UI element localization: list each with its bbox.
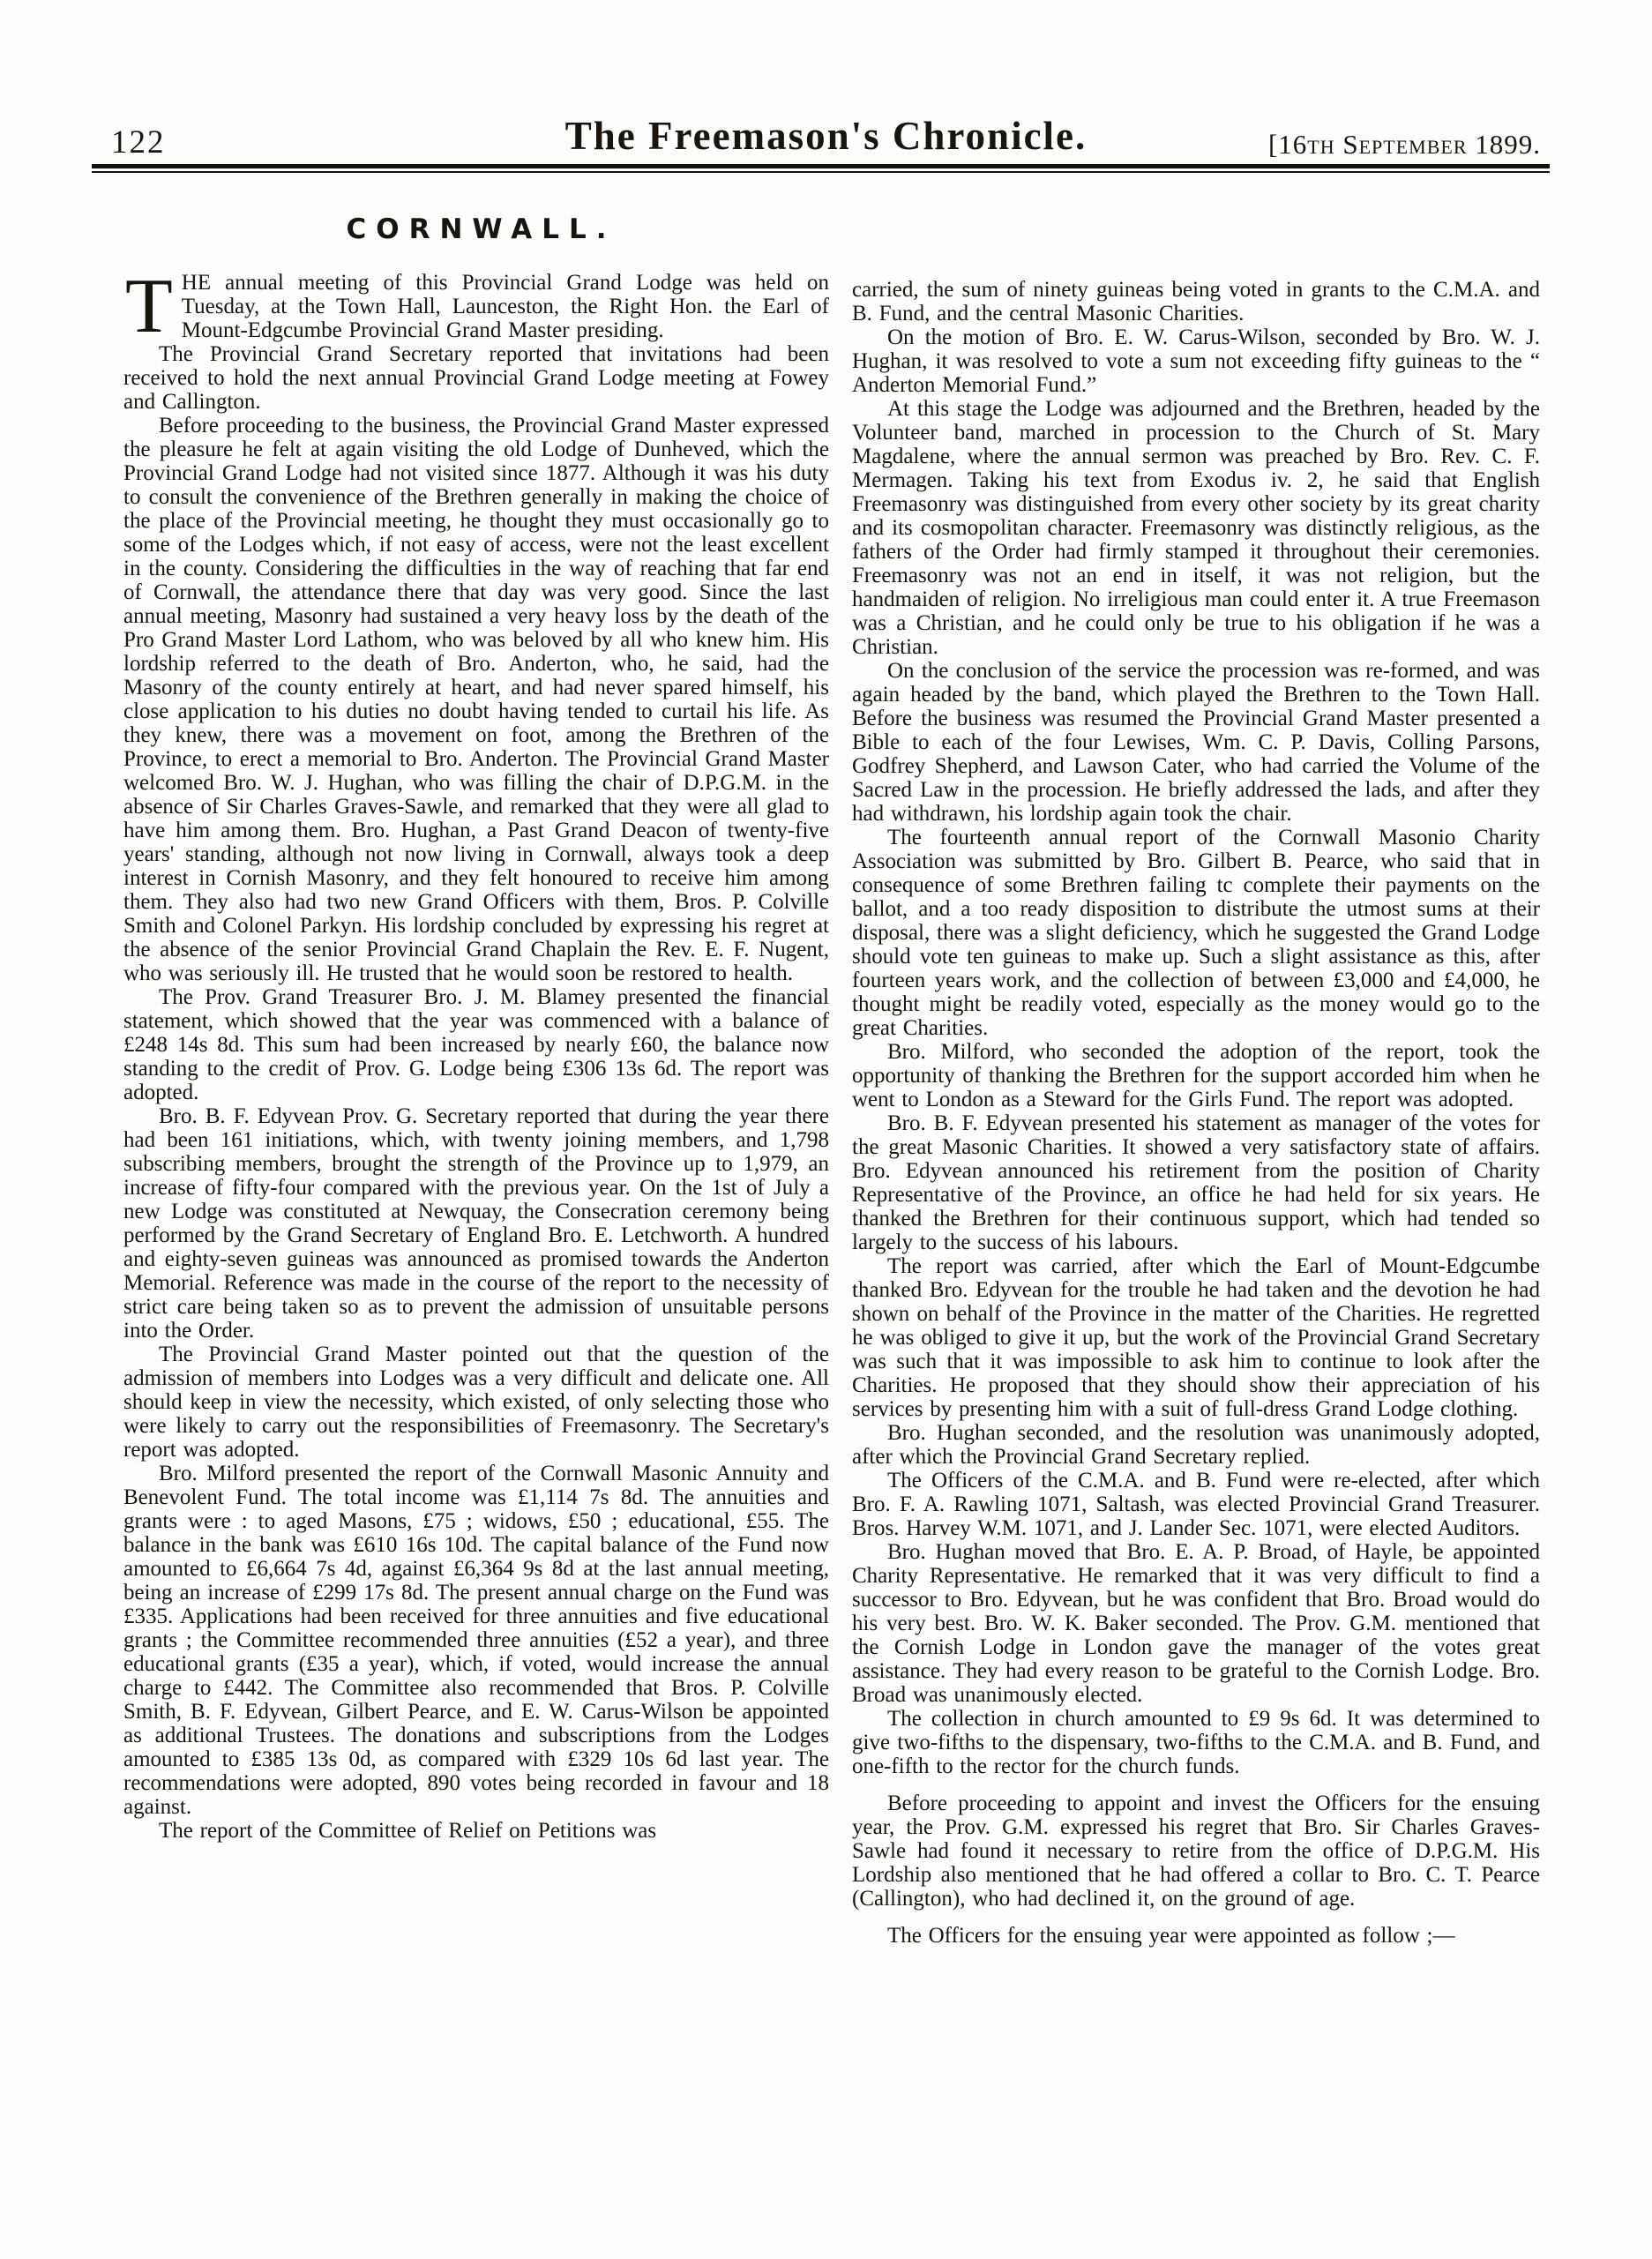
paragraph: The Officers of the C.M.A. and B. Fund were re-elected, after which Bro. F. A. Rawling 1071, Saltash, was elected Provincial Grand Treasurer. Bros. Harvey W.M. 1071, and J. Lander Sec. 1071, were elected Auditors.: [852, 1469, 1540, 1540]
paragraph: The collection in church amounted to £9 9s 6d. It was determined to give two-fifths to the dispensary, two-fifths to the C.M.A. and B. Fund, and one-fifth to the rector for the church funds.: [852, 1707, 1540, 1778]
drop-cap: T: [125, 264, 173, 349]
paragraph: On the motion of Bro. E. W. Carus-Wilson, seconded by Bro. W. J. Hughan, it was resolved to vote a sum not exceeding fifty guineas to the “ Anderton Memorial Fund.”: [852, 325, 1540, 397]
paragraph: The Provincial Grand Master pointed out that the question of the admission of members into Lodges was a very difficult and delicate one. All should keep in view the necessity, which existed, of only selecting those who were likely to carry out the responsibilities of Freemasonry. The Secretary's report was adopted.: [123, 1343, 829, 1462]
paragraph: On the conclusion of the service the procession was re-formed, and was again headed by the band, which played the Brethren to the Town Hall. Before the business was resumed the Provincial Grand Master presented a Bible to each of the four Lewises, Wm. C. P. Davis, Colling Parsons, Godfrey Shepherd, and Lawson Cater, who had carried the Volume of the Sacred Law in the procession. He briefly addressed the lads, and after they had withdrawn, his lordship again took the chair.: [852, 659, 1540, 826]
paragraph: Bro. Hughan seconded, and the resolution was unanimously adopted, after which the Provincial Grand Secretary replied.: [852, 1421, 1540, 1469]
article-heading: CORNWALL.: [346, 213, 617, 245]
left-column-text: [123, 264, 829, 1843]
paragraph: Before proceeding to appoint and invest the Officers for the ensuing year, the Prov. G.M. expressed his regret that Bro. Sir Charles Graves-Sawle had found it necessary to retire from the office of D.P.G.M. His Lordship also mentioned that he had offered a collar to Bro. C. T. Pearce (Callington), who had declined it, on the ground of age.: [852, 1791, 1540, 1911]
article-body: [123, 189, 1540, 1948]
paragraph: The report of the Committee of Relief on Petitions was: [159, 1819, 657, 1843]
page-number: 122: [111, 124, 166, 161]
header-rule: [92, 164, 1550, 173]
paragraph: The report was carried, after which the Earl of Mount-Edgcumbe thanked Bro. Edyvean for the trouble he had taken and the devotion he had shown on behalf of the Province in the matter of the Charities. He regretted he was obliged to give it up, but the work of the Provincial Grand Secretary was such that it was impossible to ask him to continue to look after the Charities. He proposed that they should show their appreciation of his services by presenting him with a suit of full-dress Grand Lodge clothing.: [852, 1254, 1540, 1421]
paragraph: THE annual meeting of this Provincial Grand Lodge was held on Tuesday, at the Town Hall, Launceston, the Right Hon. the Earl of Mount-Edgcumbe Provincial Grand Master presiding.: [125, 264, 829, 349]
paragraph: Bro. B. F. Edyvean Prov. G. Secretary reported that during the year there had been 161 initiations, which, with twenty joining members, and 1,798 subscribing members, brought the strength of the Province up to 1,979, an increase of fifty-four compared with the previous year. On the 1st of July a new Lodge was constituted at Newquay, the Consecration ceremony being performed by the Grand Secretary of England Bro. E. Letchworth. A hundred and eighty-seven guineas was announced as promised towards the Anderton Memorial. Reference was made in the course of the report to the necessity of strict care being taken so as to prevent the admission of unsuitable persons into the Order.: [123, 1104, 829, 1343]
paragraph: The fourteenth annual report of the Cornwall Masonio Charity Association was submitted by Bro. Gilbert B. Pearce, who said that in consequence of some Brethren failing tc complete their payments on the ballot, and a too ready disposition to distribute the utmost sums at their disposal, there was a slight deficiency, which he suggested the Grand Lodge should vote ten guineas to make up. Such a slight assistance as this, after fourteen years work, and the collection of between £3,000 and £4,000, he thought might be readily voted, especially as the money would go to the great Charities.: [852, 826, 1540, 1040]
paragraph: The Provincial Grand Secretary reported that invitations had been received to hold the next annual Provincial Grand Lodge meeting at Fowey and Callington.: [123, 342, 829, 414]
paragraph: Bro. Milford, who seconded the adoption of the report, took the opportunity of thanking the Brethren for the support accorded him when he went to London as a Steward for the Girls Fund. The report was adopted.: [852, 1040, 1540, 1111]
paragraph: The Prov. Grand Treasurer Bro. J. M. Blamey presented the financial statement, which showed that the year was commenced with a balance of £248 14s 8d. This sum had been increased by nearly £60, the balance now standing to the credit of Prov. G. Lodge being £306 13s 6d. The report was adopted.: [123, 985, 829, 1104]
paragraph: At this stage the Lodge was adjourned and the Brethren, headed by the Volunteer band, marched in procession to the Church of St. Mary Magdalene, where the annual sermon was preached by Bro. Rev. C. F. Mermagen. Taking his text from Exodus iv. 2, he said that English Freemasonry was distinguished from every other society by its great charity and its cosmopolitan character. Freemasonry was distinctly religious, as the fathers of the Order had firmly stamped it throughout their ceremonies. Freemasonry was not an end in itself, it was not religion, but the handmaiden of religion. No irreligious man could enter it. A true Freemason was a Christian, and he could only be true to his obligation if he was a Christian.: [852, 397, 1540, 659]
paragraph: Bro. Milford presented the report of the Cornwall Masonic Annuity and Benevolent Fund. The total income was £1,114 7s 8d. The annuities and grants were : to aged Masons, £75 ; widows, £50 ; educational, £55. The balance in the bank was £610 16s 10d. The capital balance of the Fund now amounted to £6,664 7s 4d, against £6,364 9s 8d at the last annual meeting, being an increase of £299 17s 8d. The present annual charge on the Fund was £335. Applications had been received for three annuities and five educational grants ; the Committee recommended three annuities (£52 a year), and three educational grants (£35 a year), which, if voted, would increase the annual charge to £442. The Committee also recommended that Bros. P. Colville Smith, B. F. Edyvean, Gilbert Pearce, and E. W. Carus-Wilson be appointed as additional Trustees. The donations and subscriptions from the Lodges amounted to £385 13s 0d, as compared with £329 10s 6d last year. The recommendations were adopted, 890 votes being recorded in favour and 18 against.: [123, 1462, 829, 1819]
right-column-text: [852, 278, 1540, 1948]
journal-title: The Freemason's Chronicle.: [564, 114, 1088, 158]
paragraph: carried, the sum of ninety guineas being voted in grants to the C.M.A. and B. Fund, and the central Masonic Charities.: [852, 278, 1540, 325]
paragraph: Before proceeding to the business, the Provincial Grand Master expressed the pleasure he felt at again visiting the old Lodge of Dunheved, which the Provincial Grand Lodge had not visited since 1877. Although it was his duty to consult the convenience of the Brethren generally in making the choice of the place of the Provincial meeting, he thought they must occasionally go to some of the Lodges which, if not easy of access, were not the least excellent in the county. Considering the difficulties in the way of reaching that far end of Cornwall, the attendance there that day was very good. Since the last annual meeting, Masonry had sustained a very heavy loss by the death of the Pro Grand Master Lord Lathom, who was beloved by all who knew him. His lordship referred to the death of Bro. Anderton, who, he said, had the Masonry of the county entirely at heart, and had never spared himself, his close application to his duties no doubt having tended to curtail his life. As they knew, there was a movement on foot, among the Brethren of the Province, to erect a memorial to Bro. Anderton. The Provincial Grand Master welcomed Bro. W. J. Hughan, who was filling the chair of D.P.G.M. in the absence of Sir Charles Graves-Sawle, and remarked that they were all glad to have him among them. Bro. Hughan, a Past Grand Deacon of twenty-five years' standing, although not now living in Cornwall, always took a deep interest in Cornish Masonry, and they felt honoured to receive him among them. They also had two new Grand Officers with them, Bros. P. Colville Smith and Colonel Parkyn. His lordship concluded by expressing his regret at the absence of the senior Provincial Grand Chaplain the Rev. E. F. Nugent, who was seriously ill. He trusted that he would soon be restored to health.: [123, 414, 829, 985]
issue-date: [16th September 1899.: [1267, 129, 1541, 160]
right-column: [852, 189, 1540, 1948]
left-column: [123, 189, 829, 1948]
paragraph: Bro. Hughan moved that Bro. E. A. P. Broad, of Hayle, be appointed Charity Representative. He remarked that it was very difficult to find a successor to Bro. Edyvean, but he was confident that Bro. Broad would do his very best. Bro. W. K. Baker seconded. The Prov. G.M. mentioned that the Cornish Lodge in London gave the manager of the votes great assistance. They had every reason to be grateful to the Cornish Lodge. Bro. Broad was unanimously elected.: [852, 1540, 1540, 1707]
paragraph: The Officers for the ensuing year were appointed as follow ;—: [887, 1924, 1455, 1948]
paragraph: Bro. B. F. Edyvean presented his statement as manager of the votes for the great Masonic Charities. It showed a very satisfactory state of affairs. Bro. Edyvean announced his retirement from the position of Charity Representative of the Province, an office he had held for six years. He thanked the Brethren for their continuous support, which had tended so largely to the success of his labours.: [852, 1111, 1540, 1254]
